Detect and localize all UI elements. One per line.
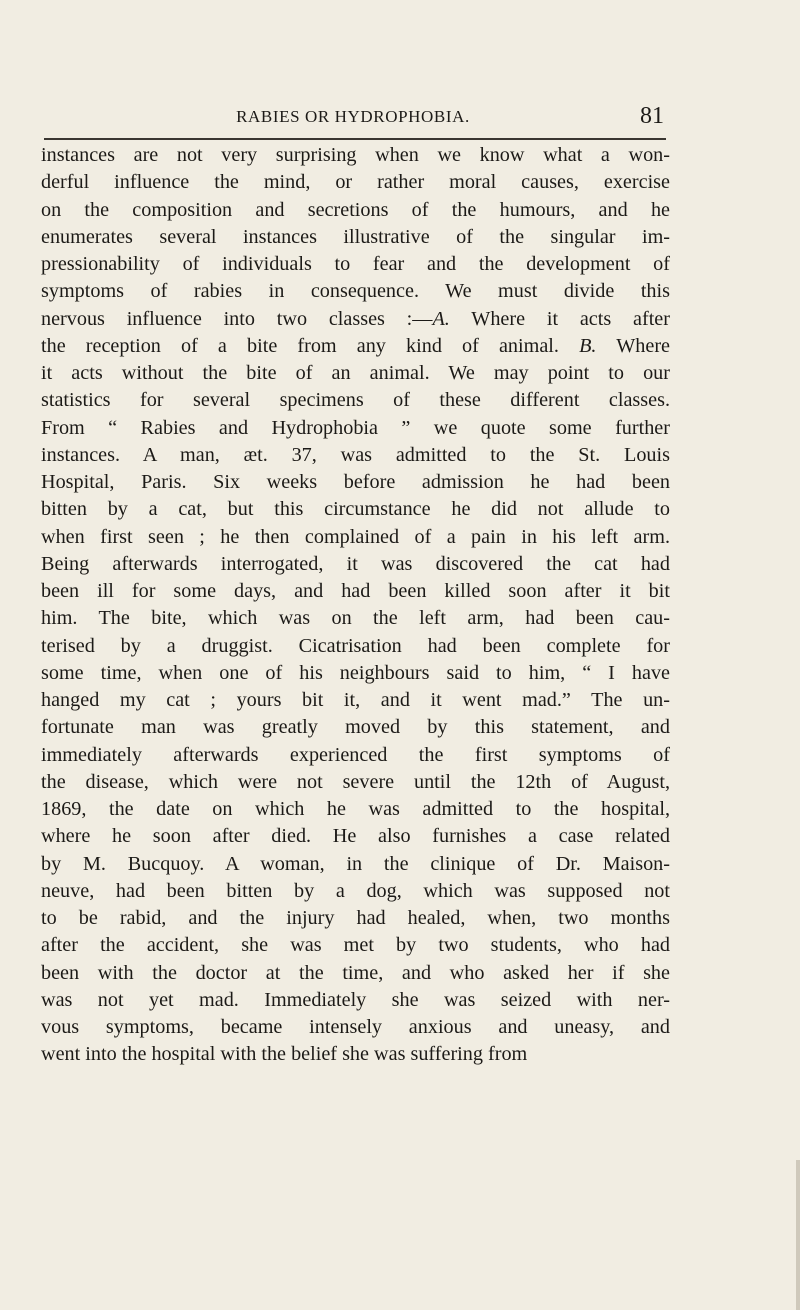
text-line: after the accident, she was met by two students, who had bbox=[41, 934, 670, 957]
text-line: instances are not very surprising when we know what a won- bbox=[41, 144, 670, 166]
text-line: the disease, which were not severe until the 12th of August, bbox=[41, 770, 670, 793]
header-rule bbox=[44, 138, 666, 140]
text-line: been ill for some days, and had been killed soon after it bit bbox=[41, 580, 670, 602]
text-line: fortunate man was greatly moved by this statement, and bbox=[41, 716, 670, 739]
text-line: where he soon after died. He also furnishes a case related bbox=[41, 825, 670, 848]
text-line: immediately afterwards experienced the first symptoms of bbox=[41, 743, 670, 766]
page-edge-shadow bbox=[796, 1160, 800, 1310]
text-line: by M. Bucquoy. A woman, in the clinique of Dr. Maison- bbox=[41, 852, 670, 875]
text-line: hanged my cat ; yours bit it, and it went mad.” The un- bbox=[41, 689, 670, 711]
text-line: terised by a druggist. Cicatrisation had been complete for bbox=[41, 634, 670, 657]
page-number: 81 bbox=[640, 103, 664, 129]
running-title: RABIES OR HYDROPHOBIA. bbox=[236, 107, 470, 126]
text-line: him. The bite, which was on the left arm, had been cau- bbox=[41, 607, 670, 630]
text-line: nervous influence into two classes :—A. Where it acts after bbox=[41, 307, 670, 330]
running-header bbox=[40, 104, 666, 134]
text-line: vous symptoms, became intensely anxious and uneasy, and bbox=[41, 1016, 670, 1038]
text-line: it acts without the bite of an animal. We may point to our bbox=[41, 362, 670, 384]
text-line: Hospital, Paris. Six weeks before admission he had been bbox=[41, 471, 670, 493]
text-line: on the composition and secretions of the humours, and he bbox=[41, 198, 670, 221]
text-line: From “ Rabies and Hydrophobia ” we quote some further bbox=[41, 416, 670, 439]
text-line: been with the doctor at the time, and who asked her if she bbox=[41, 961, 670, 984]
body-text bbox=[41, 142, 670, 1069]
text-line: symptoms of rabies in consequence. We must divide this bbox=[41, 280, 670, 303]
text-line: Being afterwards interrogated, it was discovered the cat had bbox=[41, 552, 670, 575]
text-line: went into the hospital with the belief she was suffering from bbox=[41, 1043, 528, 1066]
text-line: instances. A man, æt. 37, was admitted to the St. Louis bbox=[41, 443, 670, 466]
text-line: to be rabid, and the injury had healed, when, two months bbox=[41, 907, 670, 929]
text-line: enumerates several instances illustrative of the singular im- bbox=[41, 225, 670, 248]
text-line: was not yet mad. Immediately she was seized with ner- bbox=[41, 988, 670, 1011]
text-line: pressionability of individuals to fear and the development of bbox=[41, 253, 670, 275]
text-line: statistics for several specimens of these different classes. bbox=[41, 389, 670, 412]
text-line: the reception of a bite from any kind of animal. B. Where bbox=[41, 334, 670, 357]
text-line: some time, when one of his neighbours said to him, “ I have bbox=[41, 661, 670, 684]
text-line: when first seen ; he then complained of a pain in his left arm. bbox=[41, 525, 670, 548]
text-line: bitten by a cat, but this circumstance he did not allude to bbox=[41, 498, 670, 521]
text-line: 1869, the date on which he was admitted to the hospital, bbox=[41, 798, 670, 820]
text-line: neuve, had been bitten by a dog, which was supposed not bbox=[41, 879, 670, 902]
text-line: derful influence the mind, or rather moral causes, exercise bbox=[41, 171, 670, 194]
